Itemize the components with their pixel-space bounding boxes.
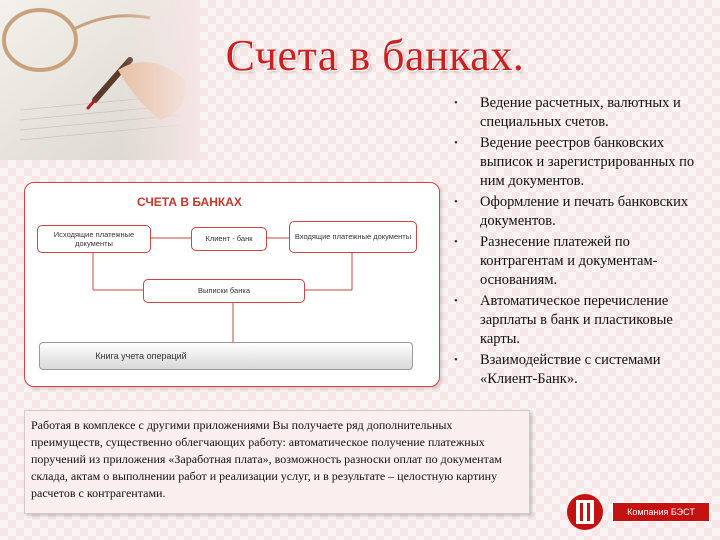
features-list: [452, 94, 714, 391]
bank-accounts-diagram: [24, 182, 440, 387]
bullet-icon: •: [454, 354, 458, 366]
list-item: • Разнесение платежей по контрагентам и документам-основаниям.: [454, 234, 658, 288]
ledger-label: Книга учета операций: [95, 351, 187, 361]
outgoing-documents-box: Исходящие платежные документы: [37, 225, 151, 253]
bullet-icon: •: [454, 196, 458, 208]
list-item: • Ведение расчетных, валютных и специальных счетов.: [454, 95, 681, 130]
description-panel: Работая в комплексе с другими приложениями Вы получаете ряд дополнительных преимуществ, существенно облегчающих работу: автоматическое получение платежных поручений из приложения «Заработная плата», возможность разноски оплат по документам склада, актам о выполнении работ и реализации услуг, и в результате – целостную картину расчетов с контрагентами.: [24, 410, 530, 514]
company-badge: Компания БЭСТ: [612, 502, 710, 522]
bullet-icon: •: [454, 97, 458, 109]
company-logo-icon: [566, 492, 604, 532]
list-item: • Оформление и печать банковских документов.: [454, 194, 689, 229]
slide-title: Счета в банках.: [225, 31, 525, 80]
list-item: • Взаимодействие с системами «Клиент-Банк».: [454, 352, 661, 387]
glasses-pen-photo: [0, 0, 200, 160]
bullet-icon: •: [454, 236, 458, 248]
operations-ledger-box: [39, 342, 413, 370]
client-bank-box: Клиент - банк: [191, 227, 267, 251]
list-item: • Автоматическое перечисление зарплаты в банк и пластиковые карты.: [454, 293, 673, 347]
bank-statements-box: Выписки банка: [143, 279, 305, 303]
list-item: • Ведение реестров банковских выписок и зарегистрированных по ним документов.: [454, 135, 695, 189]
bullet-icon: •: [454, 295, 458, 307]
diagram-title: СЧЕТА В БАНКАХ: [137, 195, 242, 209]
incoming-documents-box: Входящие платежные документы: [289, 221, 417, 253]
bullet-icon: •: [454, 137, 458, 149]
